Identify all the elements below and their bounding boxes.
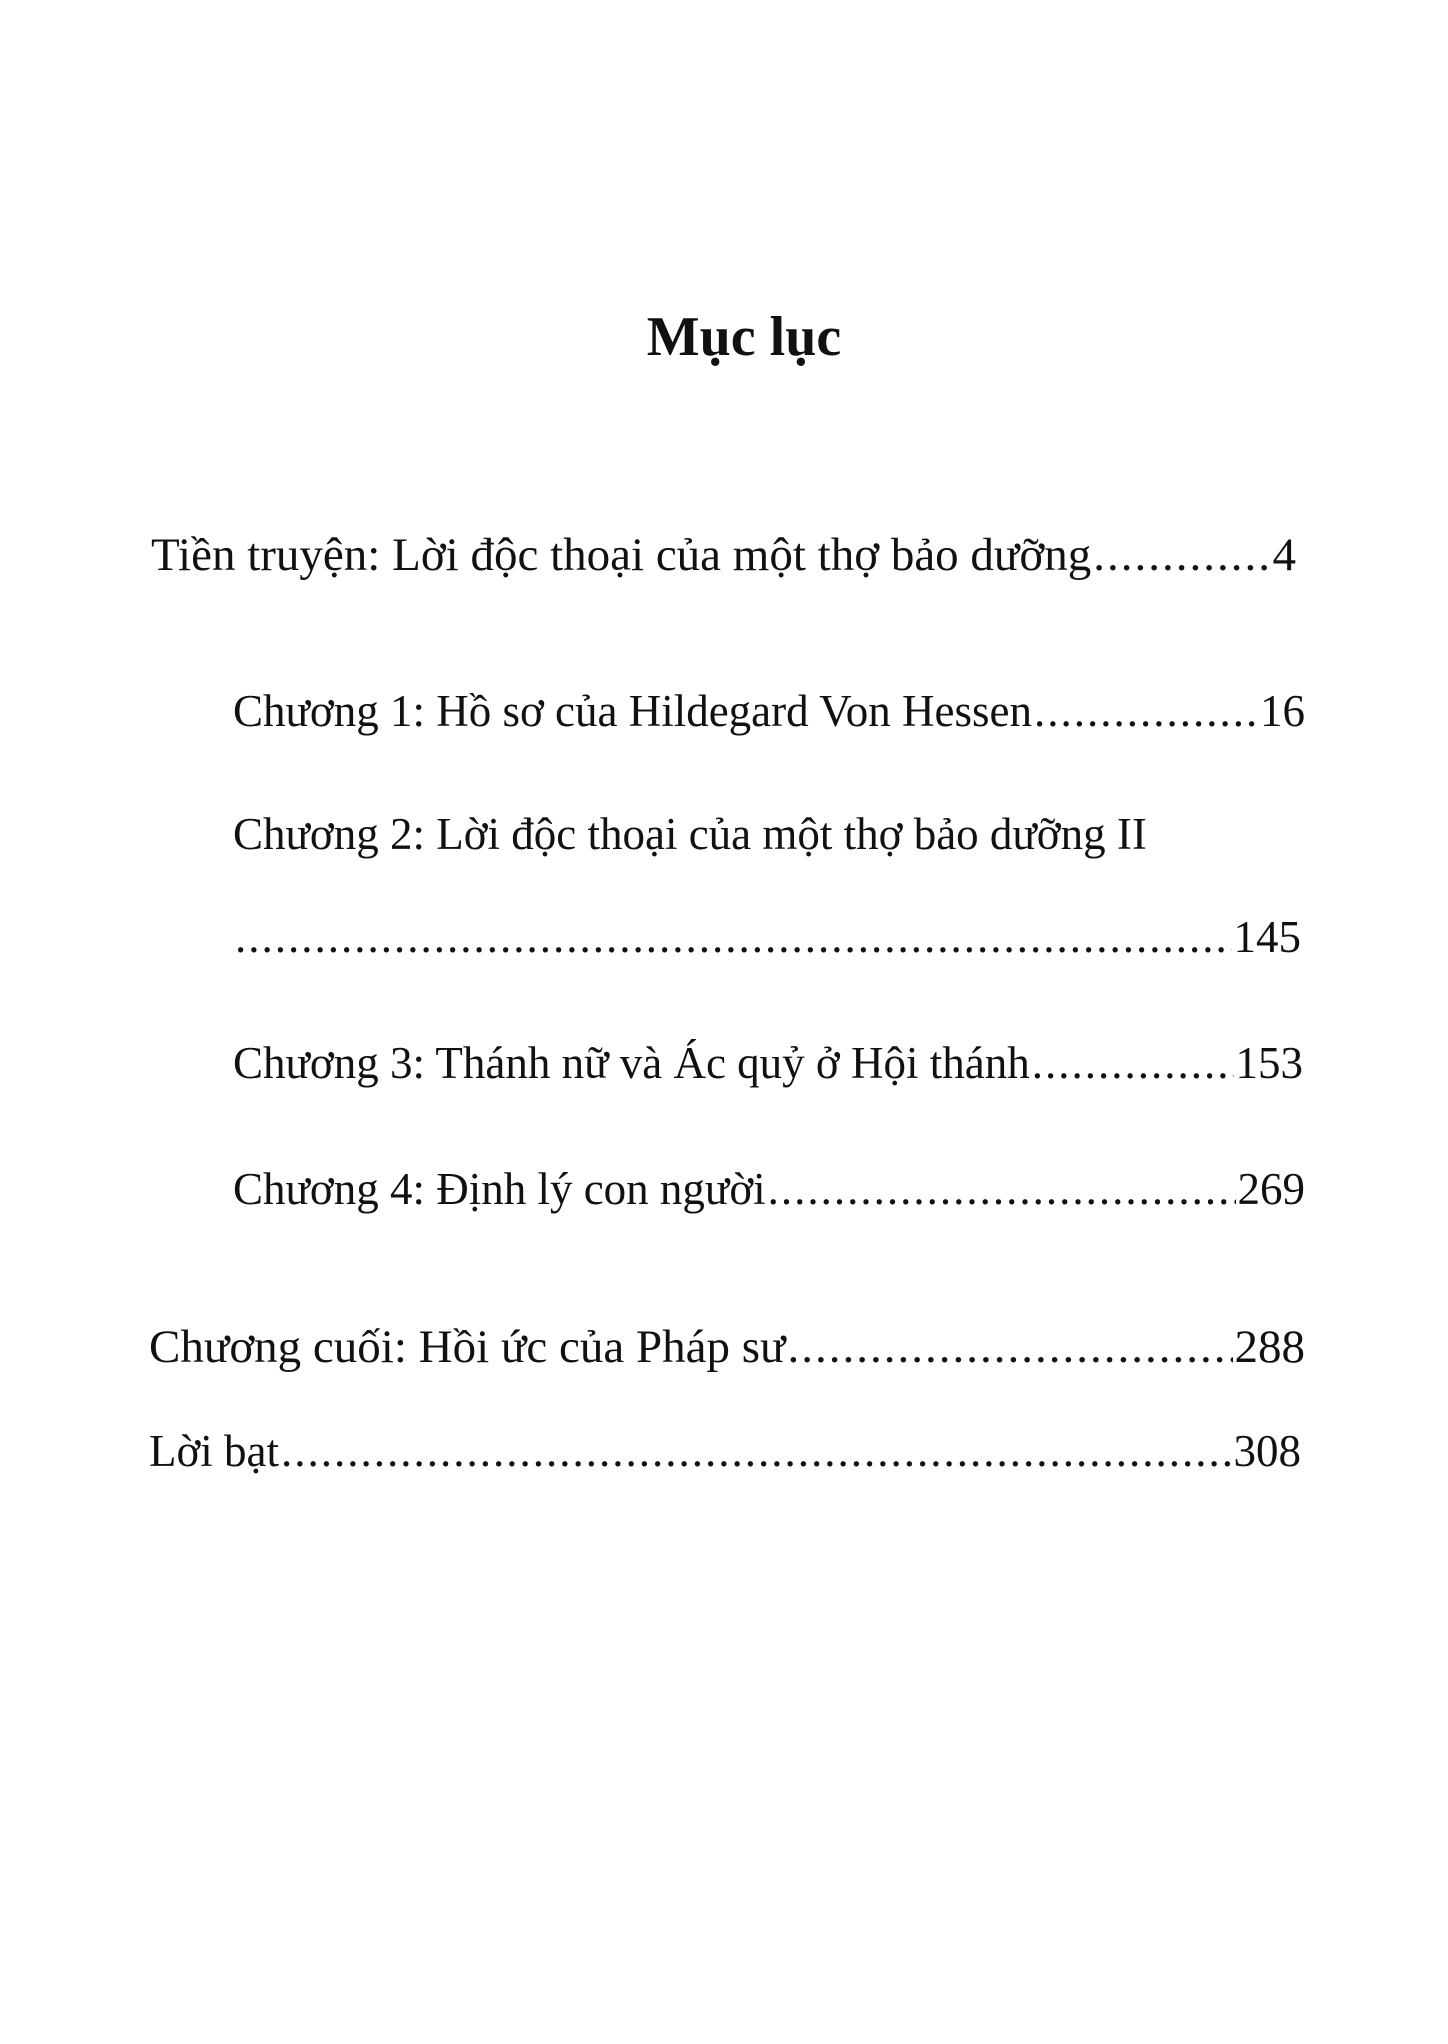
- dot-leader: [787, 1320, 1232, 1374]
- toc-entry-page: 4: [1272, 529, 1296, 581]
- dot-leader: [768, 1163, 1236, 1215]
- toc-entry-page: 288: [1234, 1321, 1305, 1373]
- toc-entry-prologue[interactable]: [151, 528, 1296, 582]
- page-title: Mục lục: [646, 306, 842, 368]
- toc-entry-chapter-1[interactable]: [233, 685, 1305, 737]
- toc-entry-chapter-2[interactable]: [233, 808, 1305, 860]
- toc-entry-final-chapter[interactable]: [149, 1320, 1305, 1374]
- toc-entry-page: 16: [1260, 686, 1305, 736]
- toc-entry-page: 145: [1233, 912, 1301, 962]
- toc-entry-prefix: Tiền truyện:: [151, 529, 381, 581]
- dot-leader: [235, 911, 1232, 963]
- dot-leader: [1032, 1037, 1234, 1089]
- toc-entry-chapter-4[interactable]: [233, 1163, 1305, 1215]
- toc-entry-label: Chương 3: Thánh nữ và Ác quỷ ở Hội thánh: [233, 1038, 1030, 1088]
- dot-leader: [281, 1425, 1231, 1477]
- toc-entry-label: Chương 1: Hồ sơ của Hildegard Von Hessen: [233, 686, 1032, 736]
- toc-entry-label: Chương 4: Định lý con người: [233, 1164, 766, 1214]
- toc-entry-chapter-2-page-line[interactable]: [233, 911, 1301, 963]
- toc-entry-page: 269: [1237, 1164, 1305, 1214]
- dot-leader: [1034, 685, 1258, 737]
- toc-entry-chapter-3[interactable]: [233, 1037, 1303, 1089]
- toc-entry-page: 308: [1233, 1426, 1301, 1476]
- toc-entry-prefix: Chương cuối:: [149, 1321, 407, 1373]
- toc-entry-label: Chương 2: Lời độc thoại của một thợ bảo dưỡng II: [233, 809, 1147, 859]
- toc-entry-label: Hồi ức của Pháp sư: [418, 1321, 786, 1373]
- toc-entry-afterword[interactable]: [149, 1425, 1301, 1477]
- toc-entry-label: Lời độc thoại của một thợ bảo dưỡng: [392, 529, 1092, 581]
- toc-entry-label: Lời bạt: [149, 1426, 280, 1476]
- toc-entry-page: 153: [1235, 1038, 1303, 1088]
- dot-leader: [1093, 528, 1270, 582]
